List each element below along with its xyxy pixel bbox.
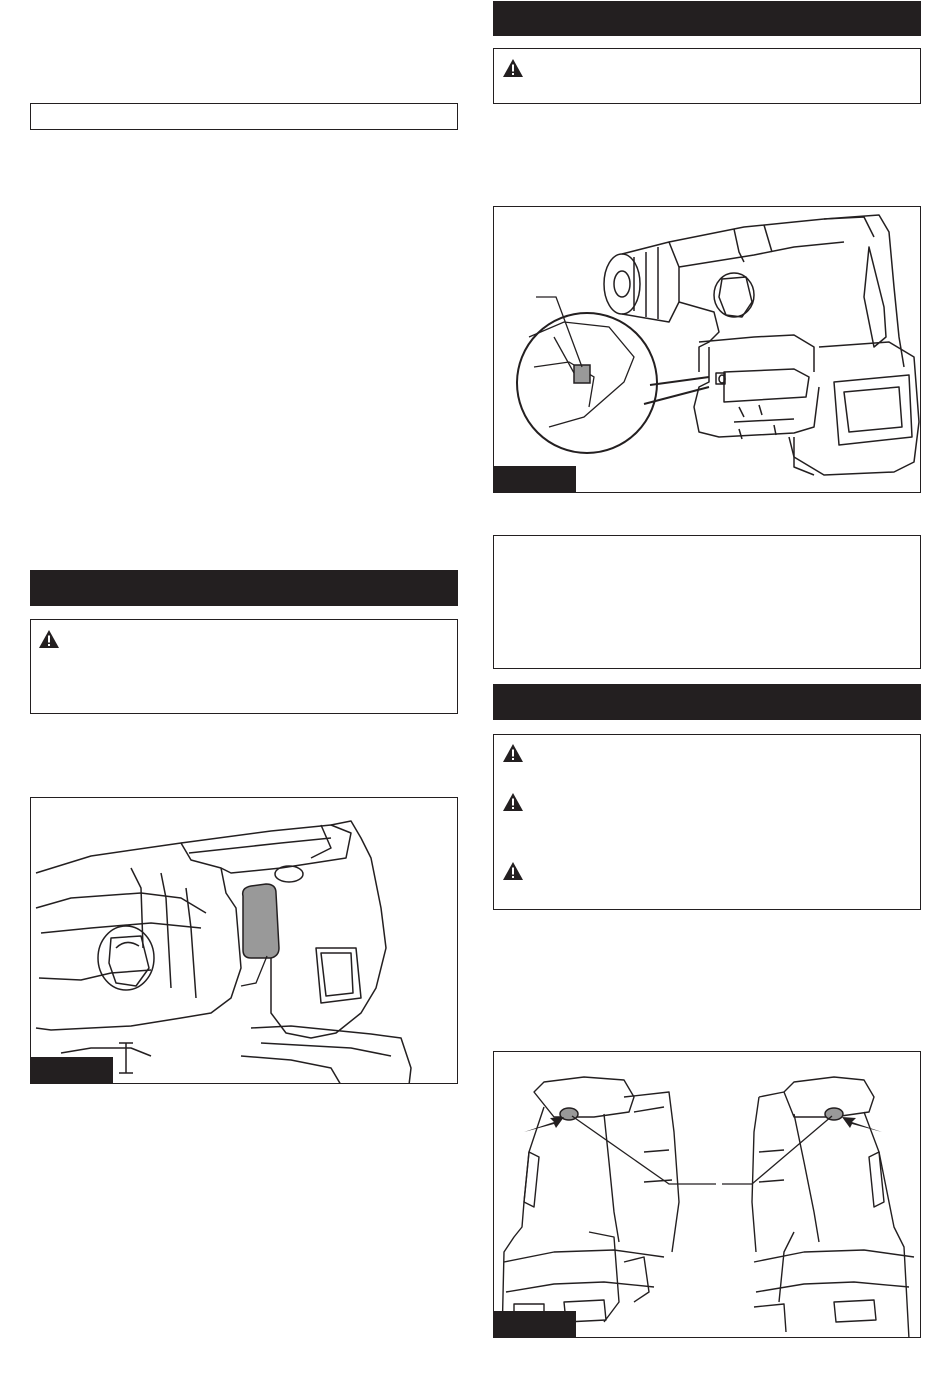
figure-label-tab (494, 1311, 576, 1338)
warning-box-group (493, 734, 921, 910)
rotary-hammer-side-drawing (31, 798, 458, 1084)
warning-triangle-icon (38, 629, 60, 649)
section-header-bar (30, 570, 458, 606)
figure-indicator-illustration (493, 206, 921, 493)
figure-switch-buttons-illustration (493, 1051, 921, 1338)
arrow-icon (524, 1117, 564, 1132)
two-view-handle-drawing (494, 1052, 921, 1338)
figure-handle-illustration (30, 797, 458, 1084)
arrow-icon (842, 1117, 882, 1132)
figure-label-tab (494, 466, 576, 493)
warning-triangle-icon (502, 792, 524, 812)
warning-triangle-icon (502, 743, 524, 763)
note-box-2 (493, 535, 921, 669)
highlighted-grip-part (243, 884, 279, 958)
warning-triangle-icon (502, 58, 524, 78)
section-header-bar-2 (493, 684, 921, 720)
warning-box (30, 619, 458, 714)
rotary-hammer-front-drawing (494, 207, 921, 493)
warning-triangle-icon (502, 861, 524, 881)
section-header-bar-top (493, 1, 921, 36)
warning-box-top (493, 48, 921, 104)
figure-label-tab (31, 1057, 113, 1084)
reverse-button-right (825, 1108, 843, 1120)
note-box (30, 103, 458, 130)
indicator-lamp (574, 365, 590, 383)
